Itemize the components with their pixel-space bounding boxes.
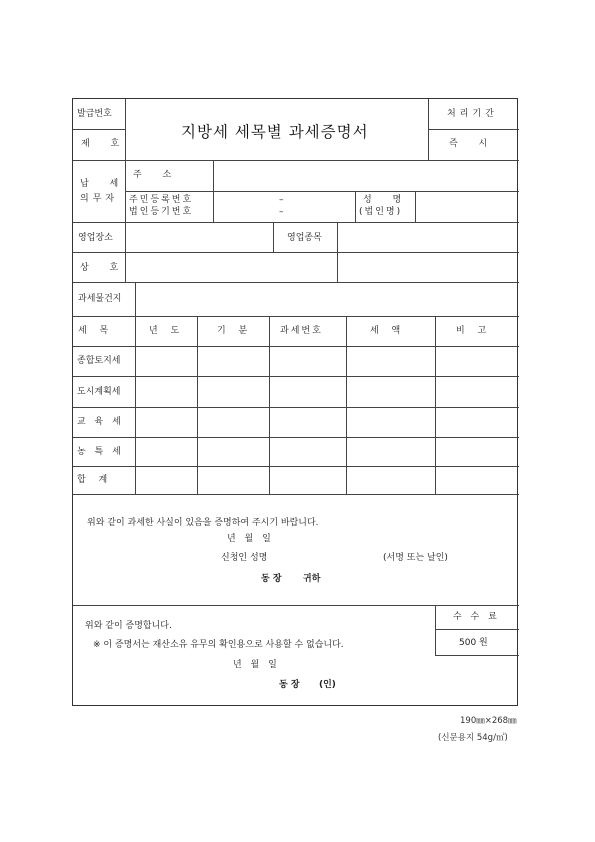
rule — [73, 282, 519, 283]
certify-statement: 위와 같이 증명합니다. — [85, 621, 172, 631]
corporate-number-dash: – — [279, 207, 284, 217]
rule — [73, 376, 519, 377]
rule — [415, 191, 416, 222]
page-title: 지방세 세목별 과세증명서 — [181, 123, 369, 141]
rule — [73, 466, 519, 467]
rule — [428, 99, 429, 160]
rule — [213, 160, 214, 222]
rule — [73, 346, 519, 347]
rule — [73, 222, 519, 223]
table-row: 합 계 — [77, 475, 113, 485]
signature-note: (서명 또는 날인) — [383, 553, 448, 563]
rule — [73, 252, 519, 253]
address-label: 주 소 — [133, 170, 181, 180]
applicant-name-label: 신청인 성명 — [221, 553, 268, 563]
corporate-number-label: 법인등기번호 — [129, 207, 194, 217]
rule — [73, 437, 519, 438]
table-header-tax-amount: 세 액 — [370, 326, 406, 336]
issue-number-label: 발급번호 — [77, 109, 112, 119]
fee-value: 500 원 — [459, 638, 488, 648]
rule — [73, 129, 125, 130]
name-label: 성 명 — [363, 195, 411, 205]
table-row: 종합토지세 — [77, 356, 121, 366]
rule — [135, 282, 136, 316]
table-header-year: 년 도 — [149, 326, 185, 336]
rule — [73, 407, 519, 408]
request-statement: 위와 같이 과세한 사실이 있음을 증명하여 주시기 바랍니다. — [87, 518, 319, 528]
issuer-seal: (인) — [319, 680, 336, 690]
rule — [73, 316, 519, 317]
certificate-form — [72, 98, 518, 706]
taxable-object-label: 과세물건지 — [78, 294, 122, 304]
resident-number-label: 주민등록번호 — [129, 195, 194, 205]
rule — [435, 605, 436, 655]
corporate-name-label: (법인명) — [359, 207, 403, 217]
rule — [435, 655, 519, 656]
rule — [346, 316, 347, 494]
fee-label: 수 수 료 — [453, 612, 500, 622]
paper-spec: (신문용지 54g/㎡) — [438, 733, 508, 743]
rule — [435, 316, 436, 494]
immediate-label: 즉 시 — [449, 139, 497, 149]
business-place-label: 영업장소 — [78, 233, 113, 243]
trade-name-label: 상 호 — [80, 263, 128, 273]
certify-note: ※ 이 증명서는 재산소유 유무의 확인용으로 사용할 수 없습니다. — [93, 640, 344, 650]
certify-date: 년 월 일 — [233, 660, 280, 670]
rule — [73, 160, 519, 161]
rule — [125, 191, 519, 192]
recipient-honorific: 귀하 — [303, 574, 321, 584]
table-header-tax-number: 과세번호 — [280, 326, 323, 336]
recipient-title: 동 장 — [261, 574, 282, 584]
number-label: 제 호 — [81, 139, 129, 149]
rule — [125, 99, 126, 160]
taxpayer-label-2: 의무자 — [80, 194, 119, 204]
rule — [337, 222, 338, 252]
form-size: 190㎜×268㎜ — [460, 716, 517, 726]
table-row: 농 특 세 — [77, 447, 124, 457]
request-date: 년 월 일 — [227, 534, 274, 544]
rule — [273, 222, 274, 252]
taxpayer-label: 납 세 — [80, 179, 128, 189]
rule — [337, 252, 338, 282]
rule — [269, 316, 270, 494]
table-header-period: 기 분 — [217, 326, 253, 336]
rule — [197, 316, 198, 494]
rule — [135, 316, 136, 494]
processing-period-label: 처리기간 — [447, 109, 498, 119]
resident-number-dash: – — [279, 195, 284, 205]
business-type-label: 영업종목 — [287, 233, 322, 243]
table-row: 교 육 세 — [77, 417, 124, 427]
issuer-title: 동 장 — [279, 680, 300, 690]
table-header-remarks: 비 고 — [456, 326, 492, 336]
table-row: 도시계획세 — [77, 387, 121, 397]
rule — [435, 629, 519, 630]
rule — [125, 160, 126, 222]
rule — [428, 129, 519, 130]
rule — [355, 191, 356, 222]
rule — [73, 605, 519, 606]
table-header-tax-item: 세 목 — [78, 326, 114, 336]
rule — [73, 494, 519, 495]
